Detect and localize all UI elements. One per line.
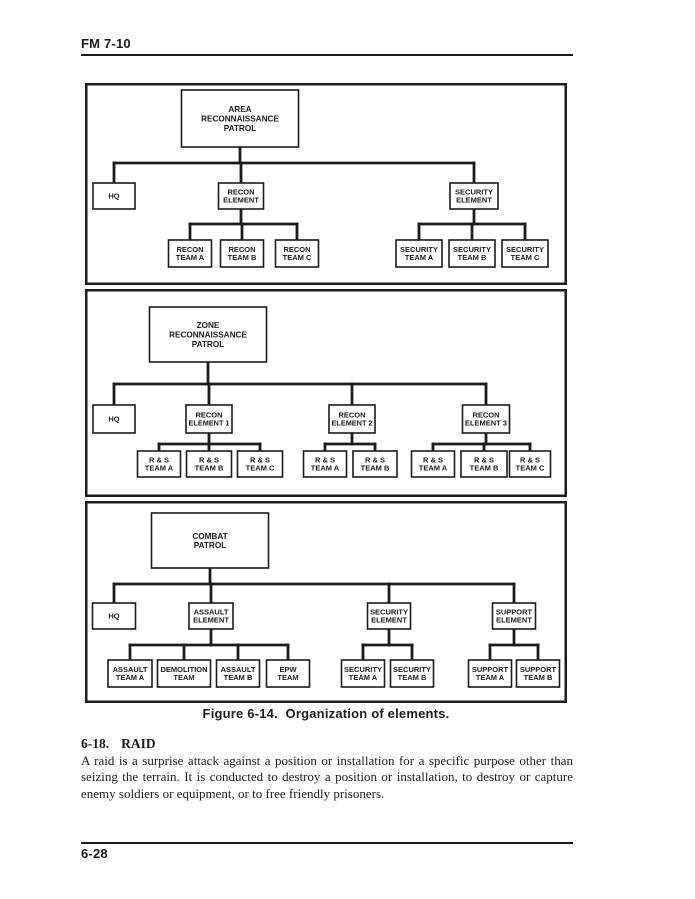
node-r-s-team-a-label: R & S (314, 455, 336, 465)
node-r-s-team-a-label: TEAM A (418, 463, 448, 473)
node-security-element-label: ELEMENT (456, 195, 492, 205)
page-header: FM 7-10 (81, 36, 131, 51)
node-security-team-c-label: TEAM C (510, 253, 540, 263)
node-recon-element-2-label: ELEMENT 2 (331, 418, 373, 428)
figure-caption: Figure 6-14. Organization of elements. (202, 706, 450, 721)
node-recon-element-1-label: ELEMENT 1 (188, 418, 230, 428)
org-chart-zone-reconnaissance-patrol (85, 289, 567, 497)
node-r-s-team-b-label: R & S (364, 455, 386, 465)
node-support-element-label: SUPPORT (495, 607, 533, 617)
node-security-element-label: SECURITY (370, 607, 408, 617)
node-recon-element-label: RECON (227, 187, 255, 197)
node-recon-team-a-label: RECON (176, 245, 204, 255)
node-r-s-team-a-label: TEAM A (310, 463, 340, 473)
section-number: 6-18. (81, 736, 110, 751)
node-recon-team-c-label: TEAM C (282, 253, 312, 263)
node-r-s-team-a-label: TEAM A (144, 463, 174, 473)
node-assault-team-a-label: ASSAULT (112, 665, 148, 675)
node-recon-element-3-label: RECON (472, 410, 500, 420)
node-zone-reconnaissance-patrol-label: PATROL (191, 339, 225, 349)
node-assault-element-label: ELEMENT (193, 615, 229, 625)
node-support-team-b-label: SUPPORT (519, 665, 557, 675)
node-hq-label: HQ (108, 414, 120, 424)
node-recon-element-label: ELEMENT (223, 195, 259, 205)
node-area-reconnaissance-patrol-label: RECONNAISSANCE (201, 114, 279, 124)
node-security-team-a-label: TEAM A (404, 253, 434, 263)
node-assault-team-b-label: ASSAULT (220, 665, 256, 675)
page-number: 6-28 (81, 846, 108, 861)
node-support-team-b-label: TEAM B (523, 673, 553, 683)
node-r-s-team-c-label: R & S (519, 455, 541, 465)
node-r-s-team-b-label: TEAM B (469, 463, 499, 473)
node-combat-patrol-label: PATROL (193, 541, 227, 551)
node-security-team-b-label: SECURITY (453, 245, 491, 255)
node-hq-label: HQ (108, 191, 120, 201)
node-r-s-team-c-label: TEAM C (515, 463, 545, 473)
section-heading (81, 736, 156, 752)
node-zone-reconnaissance-patrol-label: RECONNAISSANCE (169, 330, 247, 340)
node-demolition-team-label: DEMOLITION (160, 665, 208, 675)
org-chart-combat-patrol (85, 501, 567, 703)
node-recon-element-2-label: RECON (338, 410, 366, 420)
node-assault-team-a-label: TEAM A (115, 673, 145, 683)
node-security-team-b-label: SECURITY (393, 665, 431, 675)
node-recon-team-b-label: TEAM B (227, 253, 257, 263)
node-security-team-b-label: TEAM B (457, 253, 487, 263)
node-support-element-label: ELEMENT (496, 615, 532, 625)
node-recon-team-c-label: RECON (283, 245, 311, 255)
node-security-team-a-label: SECURITY (400, 245, 438, 255)
node-hq-label: HQ (108, 611, 120, 621)
node-security-team-a-label: SECURITY (344, 665, 382, 675)
node-security-team-a-label: TEAM A (348, 673, 378, 683)
node-r-s-team-a-label: R & S (422, 455, 444, 465)
node-assault-team-b-label: TEAM B (223, 673, 253, 683)
node-security-element-label: SECURITY (455, 187, 493, 197)
node-assault-element-label: ASSAULT (193, 607, 229, 617)
node-area-reconnaissance-patrol-label: PATROL (223, 123, 257, 133)
node-security-team-c-label: SECURITY (506, 245, 544, 255)
org-chart-area-reconnaissance-patrol (85, 83, 567, 285)
node-support-team-a-label: SUPPORT (471, 665, 509, 675)
node-recon-element-3-label: ELEMENT 3 (465, 418, 507, 428)
node-r-s-team-a-label: R & S (148, 455, 170, 465)
node-combat-patrol-label: COMBAT (192, 531, 228, 541)
node-recon-element-1-label: RECON (195, 410, 223, 420)
node-support-team-a-label: TEAM A (475, 673, 505, 683)
node-epw-team-label: TEAM (277, 673, 299, 683)
footer-rule (81, 842, 573, 844)
node-r-s-team-b-label: TEAM B (194, 463, 224, 473)
node-recon-team-a-label: TEAM A (175, 253, 205, 263)
section-title: RAID (121, 736, 156, 751)
header-rule (81, 54, 573, 56)
node-recon-team-b-label: RECON (228, 245, 256, 255)
node-security-team-b-label: TEAM B (397, 673, 427, 683)
node-area-reconnaissance-patrol-label: AREA (228, 105, 252, 115)
node-r-s-team-c-label: R & S (249, 455, 271, 465)
node-epw-team-label: EPW (279, 665, 297, 675)
node-r-s-team-c-label: TEAM C (245, 463, 275, 473)
node-demolition-team-label: TEAM (173, 673, 195, 683)
node-r-s-team-b-label: R & S (198, 455, 220, 465)
node-r-s-team-b-label: TEAM B (360, 463, 390, 473)
node-zone-reconnaissance-patrol-label: ZONE (196, 321, 220, 331)
node-security-element-label: ELEMENT (371, 615, 407, 625)
node-r-s-team-b-label: R & S (473, 455, 495, 465)
section-body-paragraph: A raid is a surprise attack against a position or installation for a specific purpose other than seizing the terrain. It is conducted to destroy a position or installation, to destroy or capture enemy soldiers or equipment, or to free friendly prisoners. (81, 753, 573, 801)
